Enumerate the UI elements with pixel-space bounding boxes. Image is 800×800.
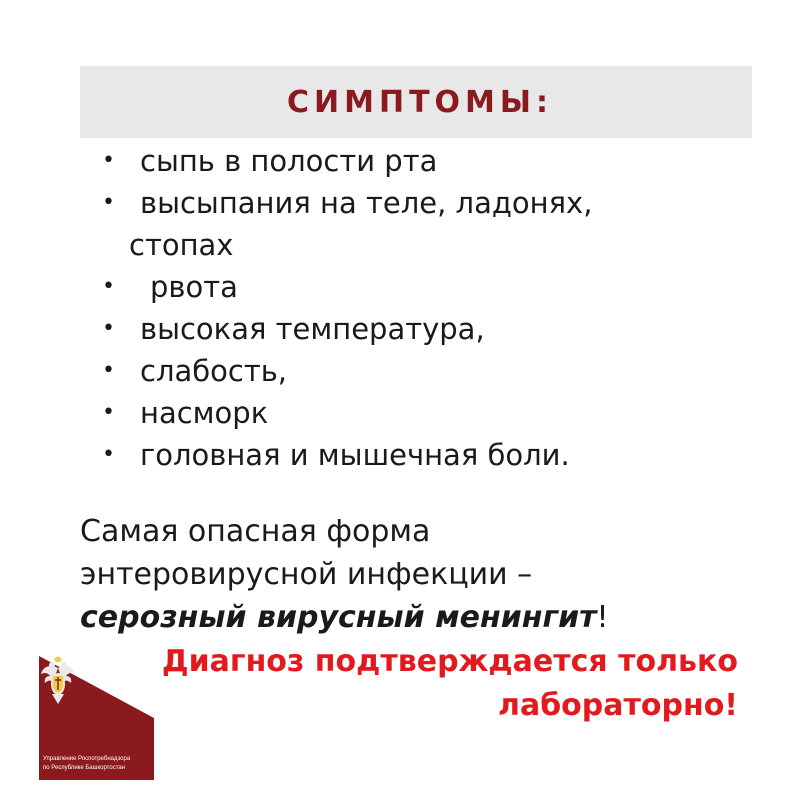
warning-text — [80, 510, 760, 639]
warning-emphasis: серозный вирусный менингит — [80, 600, 597, 635]
header-band — [80, 66, 752, 138]
list-item-text: высыпания на теле, ладонях, — [140, 186, 593, 220]
list-item — [92, 224, 732, 266]
bullet: • — [102, 442, 115, 467]
warning-line: энтеровирусной инфекции – — [80, 557, 533, 592]
logo-caption-line: по Республике Башкортостан — [43, 765, 126, 771]
list-item — [92, 308, 732, 350]
list-item — [92, 266, 732, 308]
list-item — [92, 392, 732, 434]
list-item-text: головная и мышечная боли. — [140, 438, 570, 472]
bullet: • — [102, 190, 115, 215]
double-headed-eagle-icon — [39, 656, 77, 706]
list-item — [92, 182, 732, 224]
list-item — [92, 140, 732, 182]
list-item — [92, 434, 732, 476]
warning-suffix: ! — [596, 600, 609, 635]
warning-line — [80, 596, 760, 639]
organization-logo — [39, 656, 154, 780]
bullet: • — [102, 400, 115, 425]
bullet: • — [102, 316, 115, 341]
diagnosis-line: лабораторно! — [498, 688, 738, 723]
list-item-text: сыпь в полости рта — [140, 144, 438, 178]
bullet: • — [102, 358, 115, 383]
symptom-list — [92, 140, 732, 476]
diagnosis-line: Диагноз подтверждается только — [161, 644, 738, 679]
list-item-text: стопах — [129, 228, 234, 262]
logo-caption-line: Управление Роспотребнадзора — [43, 756, 131, 762]
list-item-text: слабость, — [140, 354, 288, 388]
bullet: • — [102, 148, 115, 173]
bullet: • — [102, 274, 115, 299]
section-title: СИМПТОМЫ: — [287, 84, 553, 120]
list-item-text: рвота — [150, 270, 238, 304]
list-item-text: высокая температура, — [140, 312, 485, 346]
logo-caption — [43, 755, 155, 773]
warning-line: Самая опасная форма — [80, 514, 431, 549]
list-item — [92, 350, 732, 392]
list-item-text: насморк — [140, 396, 269, 430]
diagnosis-note — [118, 640, 738, 728]
